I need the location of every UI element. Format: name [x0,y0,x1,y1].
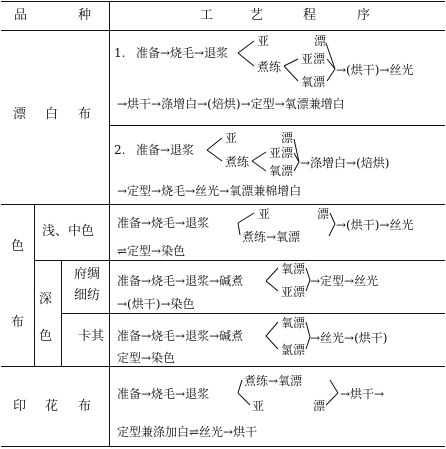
p2-yangpiao: 氧漂 [269,164,294,178]
printed-piao: 漂 [313,399,326,413]
printed-label-1: 印 [13,399,27,414]
light-line2: ⇌定型→染色 [117,244,186,258]
light-bottom-rule [35,260,445,261]
light-end: →(烘干)→丝光 [336,218,414,232]
header-process-1: 工 [200,8,214,23]
poplin-bottom-rule [62,313,445,314]
p1-zhulian: 煮练 [257,60,282,74]
light-label: 浅、中色 [42,224,95,239]
light-piao: 漂 [317,207,330,221]
p2-piao: 漂 [281,131,294,145]
poplin-label-2: 细纺 [74,288,101,303]
poplin-start: 准备→烧毛→退浆→碱煮 [117,274,244,288]
khaki-line2: 定型→染色 [117,351,176,365]
bleached-bottom-rule [1,204,445,205]
p1-yapiao: 亚漂 [301,52,326,66]
bleached-label-2: 白 [45,107,59,122]
khaki-lvpiao: 氯漂 [281,343,306,357]
p2-yapiao: 亚漂 [269,146,294,160]
printed-label-3: 布 [78,399,92,414]
category-column-rule [109,1,110,447]
printed-start: 准备→烧毛→退浆 [117,387,210,401]
header-variety-2: 种 [78,8,92,23]
header-variety-1: 品 [14,8,28,23]
colored-label-1: 色 [11,239,25,254]
p2-line2: →定型→烧毛→丝光→氧漂兼棉增白 [117,184,302,198]
p1-number: 1. [114,46,126,60]
dark-label-1: 深 [39,292,53,307]
colored-sub-column-rule [34,205,35,366]
poplin-end: →定型→丝光 [310,274,379,288]
colored-bottom-rule [1,366,445,367]
header-process-4: 序 [357,8,371,23]
p1-end: →(烘干)→丝光 [336,63,414,77]
light-mid: 煮练→氧漂 [242,230,301,244]
header-bottom-rule [1,30,445,31]
p1-yangpiao: 氧漂 [301,75,326,89]
light-start: 准备→烧毛→退浆 [117,216,210,230]
bleached-label-3: 布 [78,107,92,122]
p2-ya: 亚 [225,131,238,145]
printed-ya: 亚 [252,399,265,413]
dark-label-2: 色 [39,329,53,344]
printed-line2: 定型兼涤加白⇌丝光→烘干 [117,425,258,439]
printed-top: 煮练→氧漂 [244,374,303,388]
p2-end: →涤增白→(焙烘) [300,156,390,170]
p2-zhulian: 煮练 [225,155,250,169]
poplin-label-1: 府绸 [74,267,101,282]
p2-start: 准备→退浆 [136,143,195,157]
p2-number: 2. [114,143,126,157]
table-top-rule [1,1,445,2]
poplin-yapiao: 亚漂 [281,285,306,299]
khaki-start: 准备→烧毛→退浆→碱煮 [117,329,244,343]
khaki-label: 卡其 [78,329,105,344]
khaki-yangpiao: 氧漂 [281,316,306,330]
light-ya: 亚 [258,207,271,221]
printed-label-2: 花 [45,399,59,414]
bleached-label-1: 漂 [13,107,27,122]
header-process-2: 艺 [250,8,264,23]
table-bottom-rule [1,446,445,447]
p1-ya: 亚 [257,34,270,48]
khaki-end: →丝光→(烘干) [310,331,388,345]
colored-label-2: 布 [11,315,25,330]
printed-end: →烘干→ [340,387,385,401]
header-process-3: 程 [303,8,317,23]
poplin-yangpiao: 氧漂 [281,262,306,276]
poplin-line2: →(烘干)→染色 [117,297,195,311]
p1-start: 准备→烧毛→退浆 [136,46,229,60]
p1-piao: 漂 [314,34,327,48]
bleached-inner-rule [110,125,445,126]
p1-line2: →烘干→涤增白→(焙烘)→定型→氧漂兼增白 [117,97,345,111]
